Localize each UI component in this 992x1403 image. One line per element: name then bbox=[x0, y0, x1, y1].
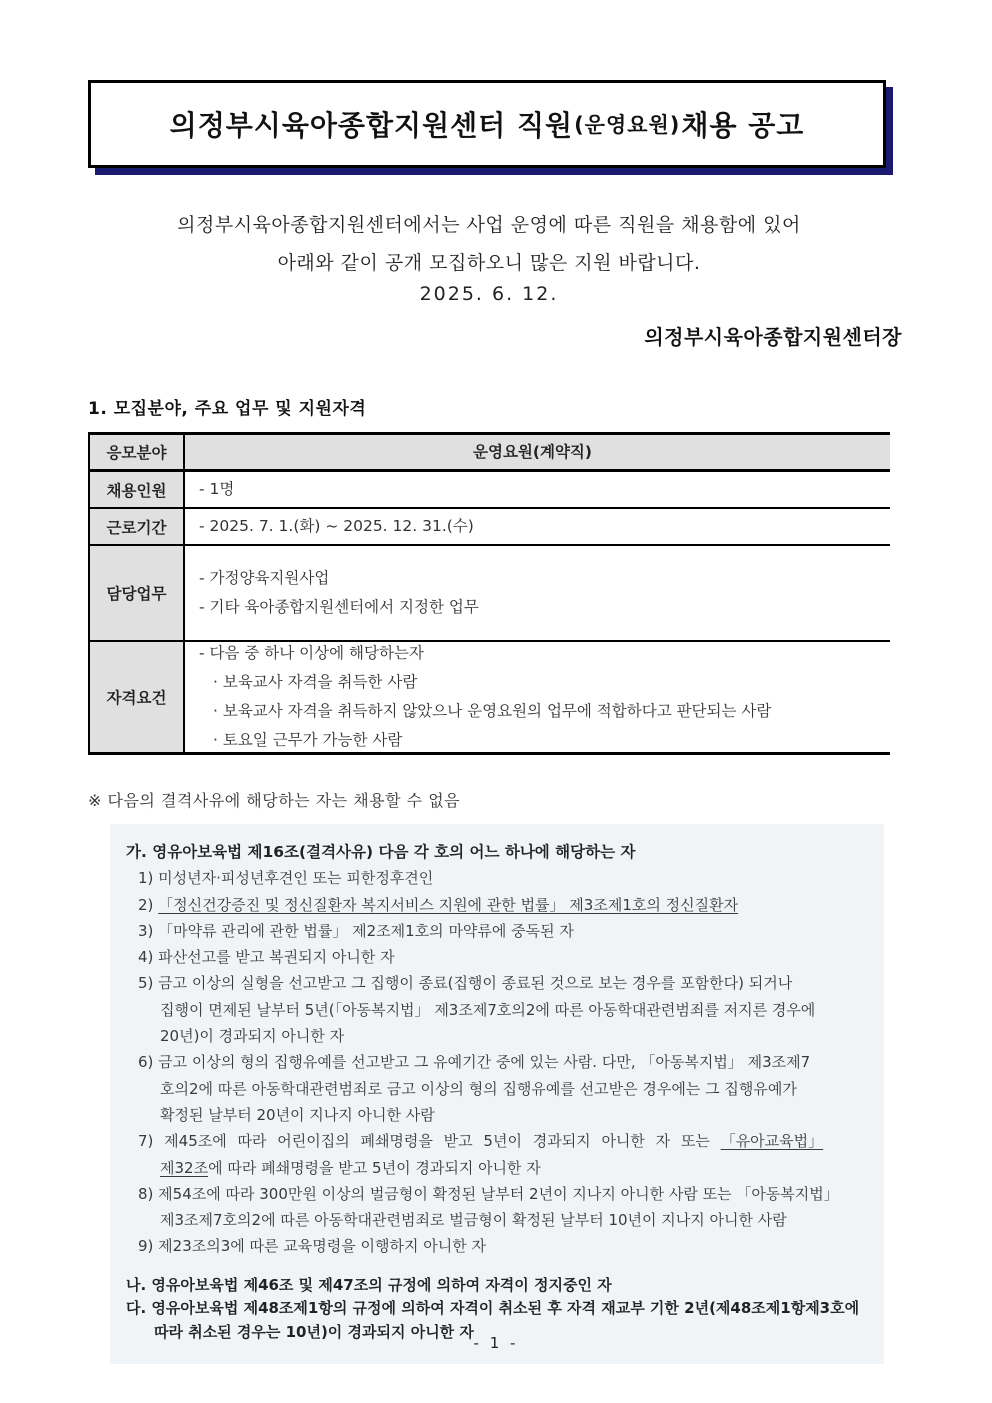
box-section-na: 나. 영유아보육법 제46조 및 제47조의 규정에 의하여 자격이 정지중인 자 bbox=[126, 1275, 612, 1294]
row-label-qualifications: 자격요건 bbox=[90, 642, 185, 752]
table-header-value: 운영요원(계약직) bbox=[473, 442, 592, 461]
box-section-da-line-1: 다. 영유아보육법 제48조제1항의 규정에 의하여 자격이 취소된 후 자격 재교부 기한 2년(제48조제1항제3호에 bbox=[126, 1299, 860, 1318]
page-number: - 1 - bbox=[473, 1334, 519, 1352]
box-item-7-line-2 bbox=[126, 1155, 866, 1181]
box-section-ga-heading: 가. 영유아보육법 제16조(결격사유) 다음 각 호의 어느 하나에 해당하는 자 bbox=[126, 843, 636, 861]
qualification-line-4: · 토요일 근무가 가능한 사람 bbox=[213, 731, 403, 749]
box-item-7-line-2-text: 에 따라 폐쇄명령을 받고 5년이 경과되지 아니한 자 bbox=[208, 1158, 541, 1177]
box-item-6-line-3: 확정된 날부터 20년이 지나지 아니한 사람 bbox=[160, 1105, 435, 1124]
qualification-line-3: · 보육교사 자격을 취득하지 않았으나 운영요원의 업무에 적합하다고 판단되는 사람 bbox=[213, 702, 772, 720]
box-item-7-line-1 bbox=[126, 1128, 866, 1154]
intro-line-2: 아래와 같이 공개 모집하오니 많은 지원 바랍니다. bbox=[277, 252, 701, 274]
box-item-3: 3) 「마약류 관리에 관한 법률」 제2조제1호의 마약류에 중독된 자 bbox=[138, 921, 574, 940]
disqualification-note: ※ 다음의 결격사유에 해당하는 자는 채용할 수 없음 bbox=[88, 791, 461, 810]
row-label-work-period: 근로기간 bbox=[90, 509, 185, 544]
row-label-hire-count: 채용인원 bbox=[90, 472, 185, 507]
box-item-5-line-3: 20년)이 경과되지 아니한 자 bbox=[160, 1027, 345, 1046]
box-item-6-line-2: 호의2에 따른 아동학대관련범죄로 금고 이상의 형의 집행유예를 선고받은 경우에는 그 집행유예가 bbox=[160, 1079, 797, 1098]
disqualification-box bbox=[110, 824, 884, 1364]
document-title-tail: 채용 공고 bbox=[681, 109, 805, 142]
table-row-header bbox=[90, 435, 890, 470]
table-row-qualifications bbox=[90, 640, 890, 752]
box-item-6-line-1: 6) 금고 이상의 형의 집행유예를 선고받고 그 유예기간 중에 있는 사람. 다만, 「아동복지법」 제3조제7 bbox=[138, 1053, 811, 1072]
qualification-line-1: - 다음 중 하나 이상에 해당하는자 bbox=[199, 644, 424, 662]
box-item-8-line-2: 제3조제7호의2에 따른 아동학대관련범죄로 벌금형이 확정된 날부터 10년이 지나지 아니한 사람 bbox=[160, 1211, 787, 1230]
box-item-2-underlined: 「정신건강증진 및 정신질환자 복지서비스 지원에 관한 법률」 제3조제1호의 정신질환자 bbox=[158, 895, 739, 914]
box-item-2 bbox=[126, 892, 866, 918]
signer-name: 의정부시육아종합지원센터장 bbox=[644, 325, 902, 349]
intro-paragraph bbox=[88, 206, 890, 282]
qualification-line-2: · 보육교사 자격을 취득한 사람 bbox=[213, 673, 418, 691]
box-item-2-prefix: 2) bbox=[138, 895, 159, 914]
announcement-date: 2025. 6. 12. bbox=[419, 283, 559, 305]
box-item-9: 9) 제23조의3에 따른 교육명령을 이행하지 아니한 자 bbox=[138, 1237, 486, 1256]
box-item-5-line-1: 5) 금고 이상의 실형을 선고받고 그 집행이 종료(집행이 종료된 것으로 보는 경우를 포함한다) 되거나 bbox=[138, 974, 793, 993]
box-item-1: 1) 미성년자·피성년후견인 또는 피한정후견인 bbox=[138, 869, 434, 888]
row-label-duties: 담당업무 bbox=[90, 546, 185, 640]
duties-line-1: - 가정양육지원사업 bbox=[199, 569, 330, 587]
intro-line-1: 의정부시육아종합지원센터에서는 사업 운영에 따른 직원을 채용함에 있어 bbox=[177, 214, 801, 236]
box-item-7-text: 7) 제45조에 따라 어린이집의 폐쇄명령을 받고 5년이 경과되지 아니한 자 또는 bbox=[138, 1132, 721, 1151]
table-row-duties bbox=[90, 544, 890, 640]
box-item-5-line-2: 집행이 면제된 날부터 5년(「아동복지법」 제3조제7호의2에 따른 아동학대관련범죄를 저지른 경우에 bbox=[160, 1000, 816, 1019]
table-row-work-period bbox=[90, 507, 890, 544]
recruitment-table bbox=[88, 432, 890, 755]
duties-line-2: - 기타 육아종합지원센터에서 지정한 업무 bbox=[199, 598, 479, 616]
section1-heading: 1. 모집분야, 주요 업무 및 지원자격 bbox=[88, 399, 367, 419]
box-item-8-line-1: 8) 제54조에 따라 300만원 이상의 벌금형이 확정된 날부터 2년이 지나지 아니한 사람 또는 「아동복지법」 bbox=[138, 1184, 839, 1203]
row-value-work-period: - 2025. 7. 1.(화) ~ 2025. 12. 31.(수) bbox=[199, 517, 474, 535]
box-item-7-line-2-underlined: 제32조 bbox=[160, 1158, 209, 1177]
table-header-label: 응모분야 bbox=[90, 435, 185, 469]
box-section-da-line-2: 따라 취소된 경우는 10년)이 경과되지 아니한 자 bbox=[154, 1322, 474, 1341]
document-title-main: 의정부시육아종합지원센터 직원 bbox=[169, 109, 574, 142]
document-title-box bbox=[88, 80, 886, 168]
row-value-hire-count: - 1명 bbox=[199, 480, 235, 498]
box-item-4: 4) 파산선고를 받고 복권되지 아니한 자 bbox=[138, 948, 395, 967]
table-row-hire-count bbox=[90, 470, 890, 507]
document-title-paren: (운영요원) bbox=[574, 113, 681, 137]
box-item-7-underlined: 「유아교육법」 bbox=[720, 1132, 824, 1151]
